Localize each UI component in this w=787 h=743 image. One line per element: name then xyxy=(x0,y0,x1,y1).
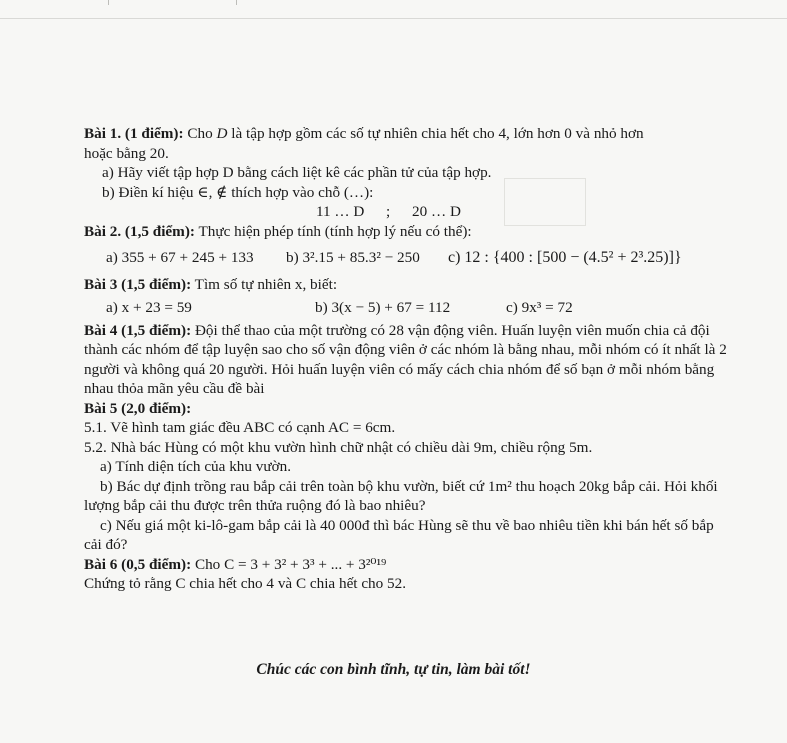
bai3-equations xyxy=(84,297,734,319)
bai1-text1: Cho xyxy=(183,125,217,142)
bai6-text: Cho C = 3 + 3² + 3³ + ... + 3²⁰¹⁹ xyxy=(191,555,387,573)
bai4-text: Đội thể thao của một trường có 28 vận động viên. Huấn luyện viên muốn chia cả đội thành các nhóm để tập luyện sao cho số vận động viên ở các nhóm là bằng nhau, mỗi nhóm có ít nhất là 2 người và không quá 20 người. Hỏi huấn luyện viên có mấy cách chia nhóm để số bạn ở mỗi nhóm bằng nhau thỏa mãn yêu cầu đề bài xyxy=(84,321,727,397)
bai2-heading xyxy=(84,222,734,242)
bai2-text: Thực hiện phép tính (tính hợp lý nếu có thể): xyxy=(194,222,472,240)
bai6-heading xyxy=(84,555,734,575)
bai1-text2: là tập hợp gồm các số tự nhiên chia hết cho 4, lớn hơn 0 và nhỏ hơn xyxy=(227,125,644,142)
bai6-title: Bài 6 (0,5 điểm): xyxy=(84,555,192,573)
bai1-expressions xyxy=(84,202,734,222)
top-tick xyxy=(108,0,109,5)
exam-content xyxy=(84,124,734,594)
bai5-p52: 5.2. Nhà bác Hùng có một khu vườn hình chữ nhật có chiều dài 9m, chiều rộng 5m. xyxy=(84,438,593,456)
bai5-part-c: c) Nếu giá một ki-lô-gam bắp cải là 40 000đ thì bác Hùng sẽ thu về bao nhiêu tiền khi bán hết số bắp cải đó? xyxy=(84,516,714,553)
bai1-expr1: 11 … D xyxy=(316,203,365,220)
bai3-title: Bài 3 (1,5 điểm): xyxy=(84,276,192,293)
bai3-part-b: b) 3(x − 5) + 67 = 112 xyxy=(315,298,451,316)
bai1-paragraph xyxy=(84,124,734,144)
bai2-title: Bài 2. (1,5 điểm): xyxy=(84,222,195,240)
bai1-set-d: D xyxy=(216,125,228,142)
bai2-part-c: c) 12 : {400 : [500 − (4.5² + 2³.25)]} xyxy=(448,249,682,267)
bai6-line2: Chứng tỏ rằng C chia hết cho 4 và C chia hết cho 52. xyxy=(84,575,407,592)
top-tick xyxy=(236,0,237,5)
bai1-separator: ; xyxy=(386,203,391,220)
bai3-part-a: a) x + 23 = 59 xyxy=(106,298,192,316)
bai1-title: Bài 1. (1 điểm): xyxy=(84,125,184,142)
bai5-title: Bài 5 (2,0 điểm): xyxy=(84,399,192,417)
bai4-title: Bài 4 (1,5 điểm): xyxy=(84,321,192,339)
bai5-part-a: a) Tính diện tích của khu vườn. xyxy=(100,458,292,475)
bai3-text: Tìm số tự nhiên x, biết: xyxy=(191,276,338,293)
bai5-part-b: b) Bác dự định trồng rau bắp cải trên toàn bộ khu vườn, biết cứ 1m² thu hoạch 20kg bắp cải. Hỏi khối lượng bắp cải thu được trên thửa ruộng đó là bao nhiêu? xyxy=(84,477,718,514)
bai1-text3: hoặc bằng 20. xyxy=(84,144,169,162)
bai2-expressions xyxy=(84,243,734,273)
closing-message: Chúc các con bình tĩnh, tự tin, làm bài tốt! xyxy=(256,661,531,678)
bai3-part-c: c) 9x³ = 72 xyxy=(506,298,573,316)
bai1-expr2: 20 … D xyxy=(411,203,461,220)
bai2-part-a: a) 355 + 67 + 245 + 133 xyxy=(106,249,254,267)
top-rule xyxy=(0,18,787,19)
bai1-part-a: a) Hãy viết tập hợp D bằng cách liệt kê các phần tử của tập hợp. xyxy=(102,164,492,181)
bai4-paragraph xyxy=(84,321,734,399)
bai5-p51: 5.1. Vẽ hình tam giác đều ABC có cạnh AC = 6cm. xyxy=(84,419,396,436)
bai3-heading xyxy=(84,275,734,295)
bai2-part-b: b) 3².15 + 85.3² − 250 xyxy=(286,249,420,267)
bai1-part-b: b) Điền kí hiệu ∈, ∉ thích hợp vào chỗ (…): xyxy=(102,183,374,201)
